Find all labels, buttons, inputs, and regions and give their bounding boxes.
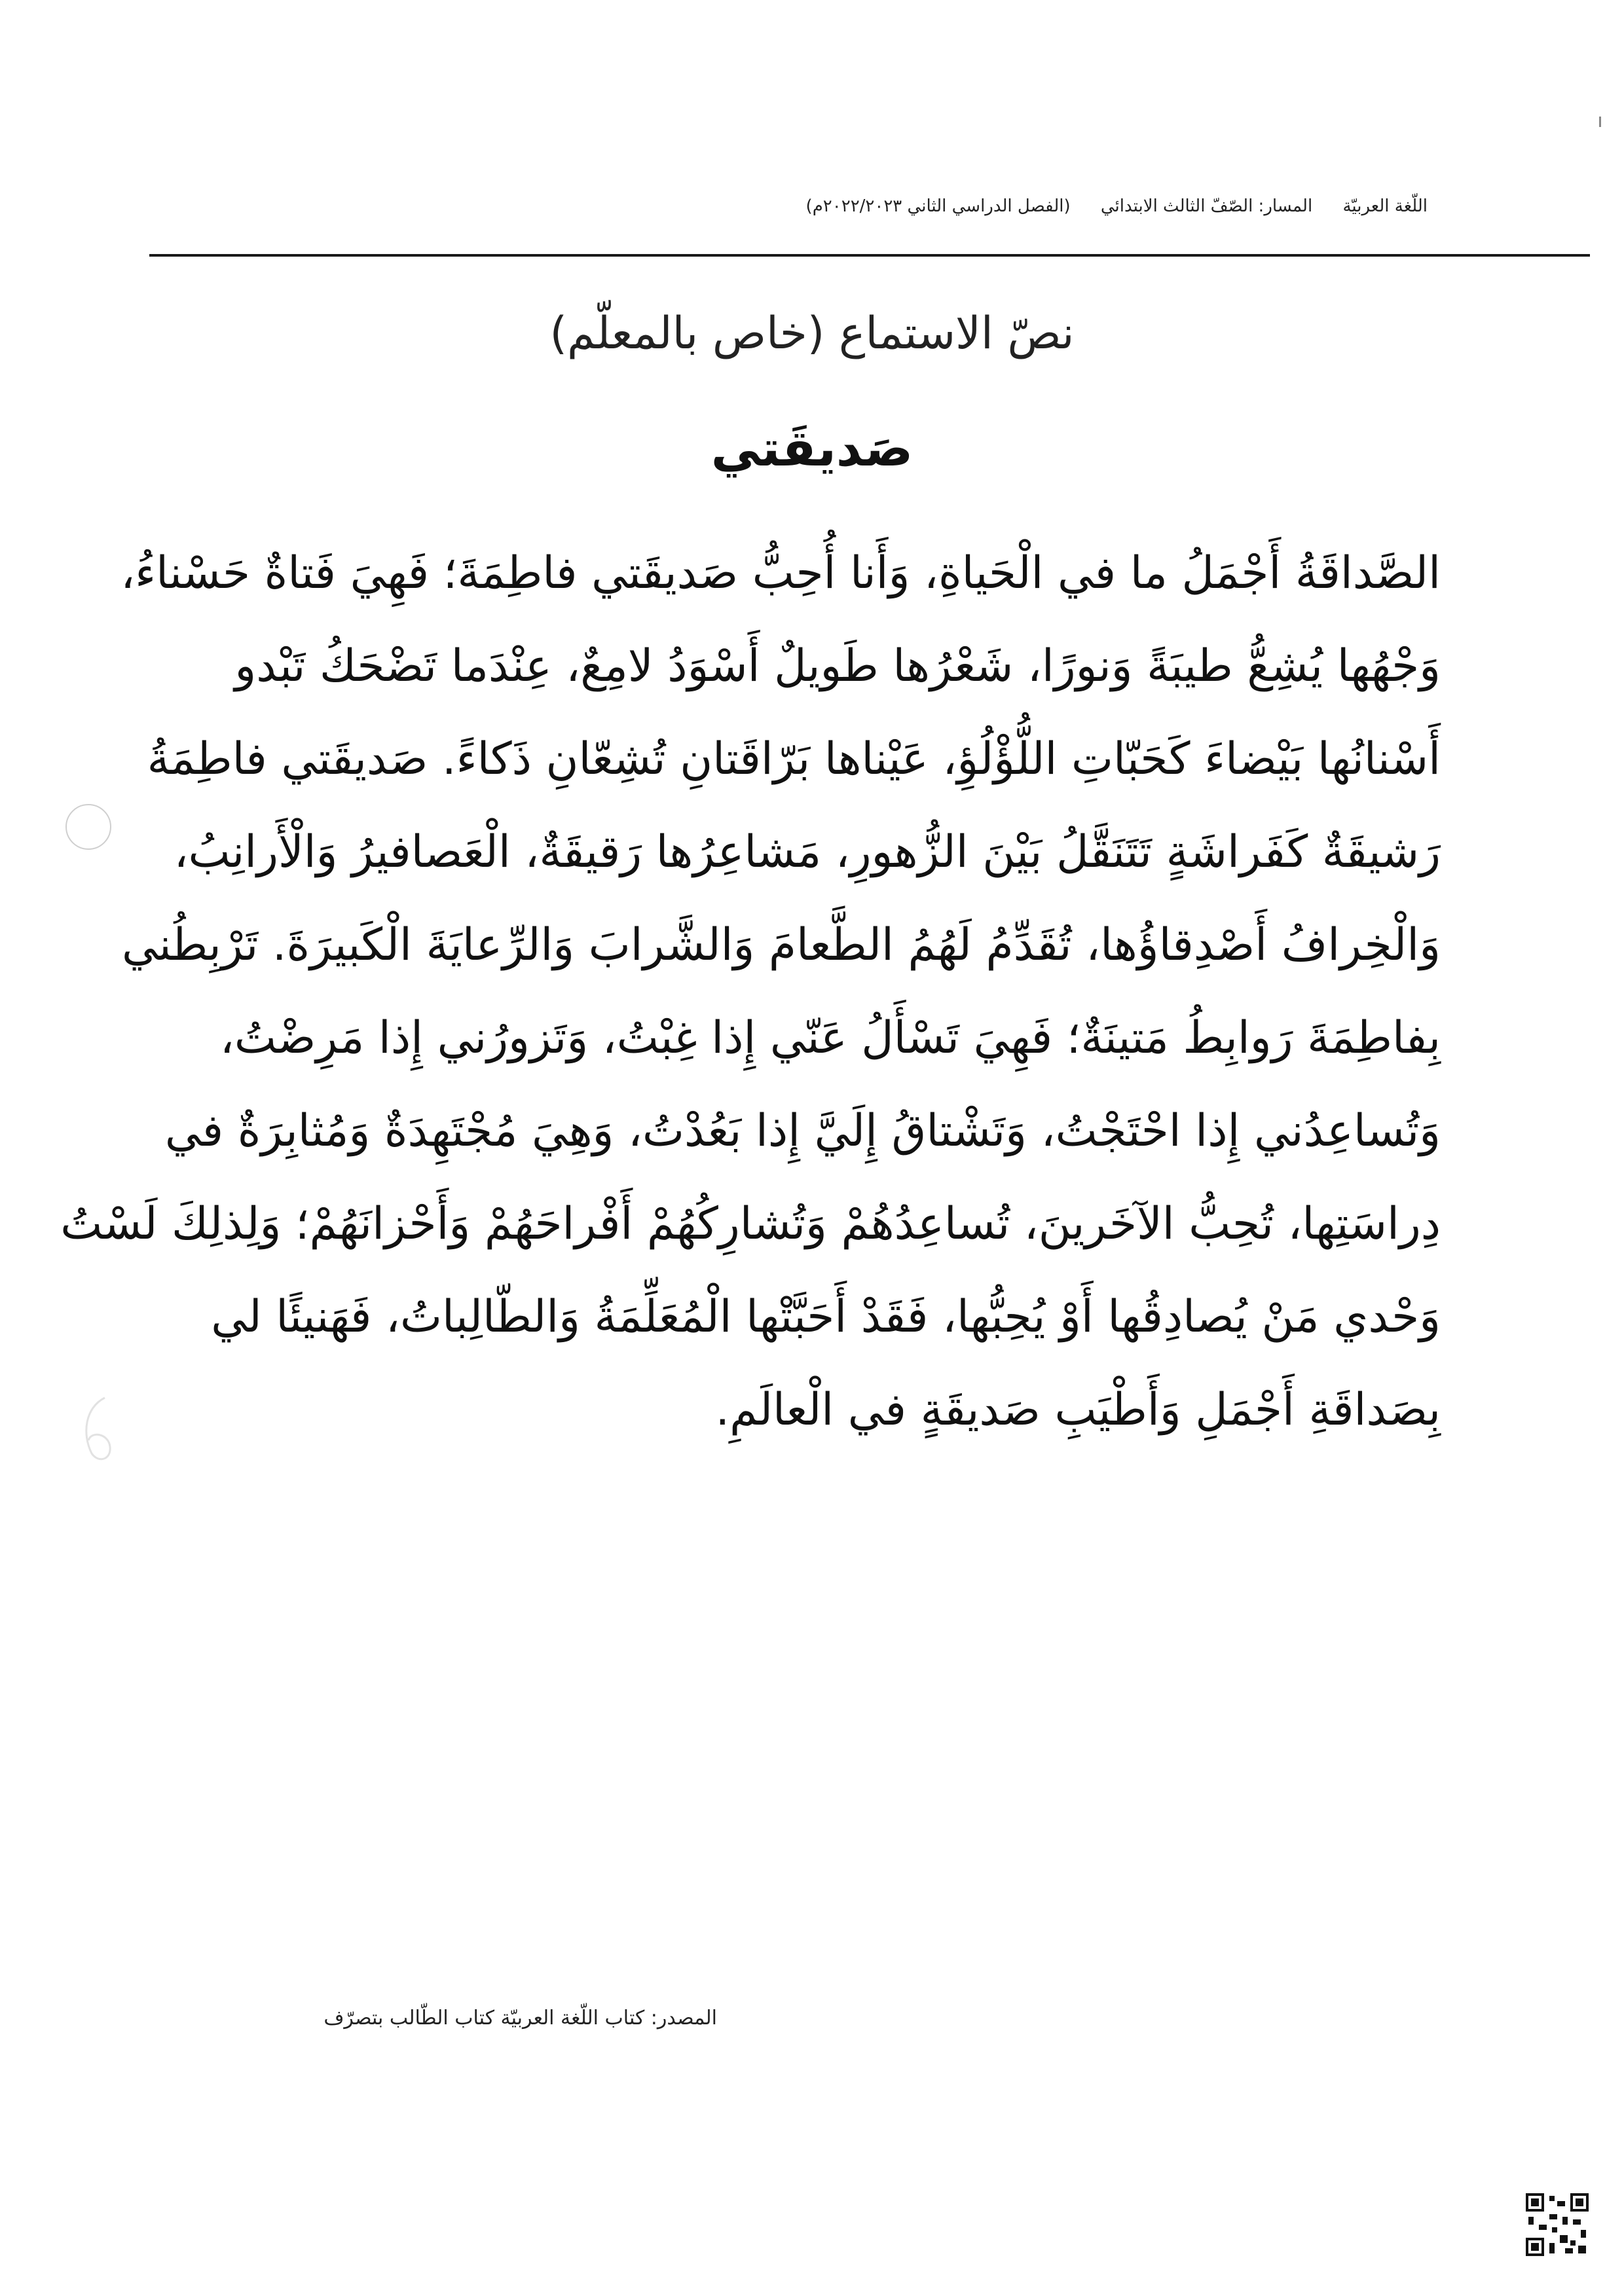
source-citation: المصدر: كتاب اللّغة العربيّة كتاب الطّالب بتصرّف (323, 2007, 717, 2030)
scan-artifact-mark (79, 1394, 118, 1467)
story-line: وَحْدي مَنْ يُصادِقُها أَوْ يُحِبُّها، فَقَدْ أَحَبَّتْها الْمُعَلِّمَةُ وَالطّالِباتُ، فَهَنيئًا لي (211, 1291, 1441, 1343)
story-line: بِصَداقَةِ أَجْمَلِ وَأَطْيَبِ صَديقَةٍ في الْعالَمِ. (715, 1384, 1441, 1436)
story-line: وَالْخِرافُ أَصْدِقاؤُها، تُقَدِّمُ لَهُمُ الطَّعامَ وَالشَّرابَ وَالرِّعايَةَ الْكَبيرَةَ. تَرْبِطُني (121, 919, 1441, 971)
story-title: صَديقَتي (710, 419, 913, 477)
story-line: دِراسَتِها، تُحِبُّ الآخَرينَ، تُساعِدُهُمْ وَتُشارِكُهُمْ أَفْراحَهُمْ وَأَحْزانَهُمْ؛ وَلِذلِكَ لَسْتُ (60, 1198, 1441, 1250)
story-line: أَسْنانُها بَيْضاءَ كَحَبّاتِ اللُّؤْلُؤِ، عَيْناها بَرّاقَتانِ تُشِعّانِ ذَكاءً. صَديقَتي فاطِمَةُ (147, 733, 1441, 785)
qr-code-icon (1526, 2193, 1589, 2256)
header-subject: اللّغة العربيّة (1342, 196, 1428, 216)
header-divider (149, 254, 1590, 257)
header-term: (الفصل الدراسي الثاني ٢٠٢٢/٢٠٢٣م) (805, 196, 1071, 216)
story-line: بِفاطِمَةَ رَوابِطُ مَتينَةٌ؛ فَهِيَ تَسْأَلُ عَنّي إِذا غِبْتُ، وَتَزورُني إِذا مَرِضْتُ، (219, 1012, 1441, 1064)
listening-section-title: نصّ الاستماع (خاص بالمعلّم) (549, 308, 1075, 359)
punch-hole-mark (65, 804, 111, 850)
scan-tick-mark (1599, 117, 1601, 127)
header-track: المسار: الصّفّ الثالث الابتدائي (1100, 196, 1313, 216)
story-line: رَشيقَةٌ كَفَراشَةٍ تَتَنَقَّلُ بَيْنَ الزُّهورِ، مَشاعِرُها رَقيقَةٌ، الْعَصافيرُ وَالْأَرانِبُ، (174, 826, 1441, 878)
story-body (60, 527, 1441, 1457)
story-line: الصَّداقَةُ أَجْمَلُ ما في الْحَياةِ، وَأَنا أُحِبُّ صَديقَتي فاطِمَةَ؛ فَهِيَ فَتاةٌ حَسْناءُ، (120, 547, 1441, 599)
page-header (661, 196, 1428, 216)
story-line: وَجْهُها يُشِعُّ طيبَةً وَنورًا، شَعْرُها طَويلٌ أَسْوَدُ لامِعٌ، عِنْدَما تَضْحَكُ تَبْدو (234, 640, 1441, 692)
story-line: وَتُساعِدُني إِذا احْتَجْتُ، وَتَشْتاقُ إِلَيَّ إِذا بَعُدْتُ، وَهِيَ مُجْتَهِدَةٌ وَمُثابِرَةٌ في (164, 1105, 1441, 1157)
